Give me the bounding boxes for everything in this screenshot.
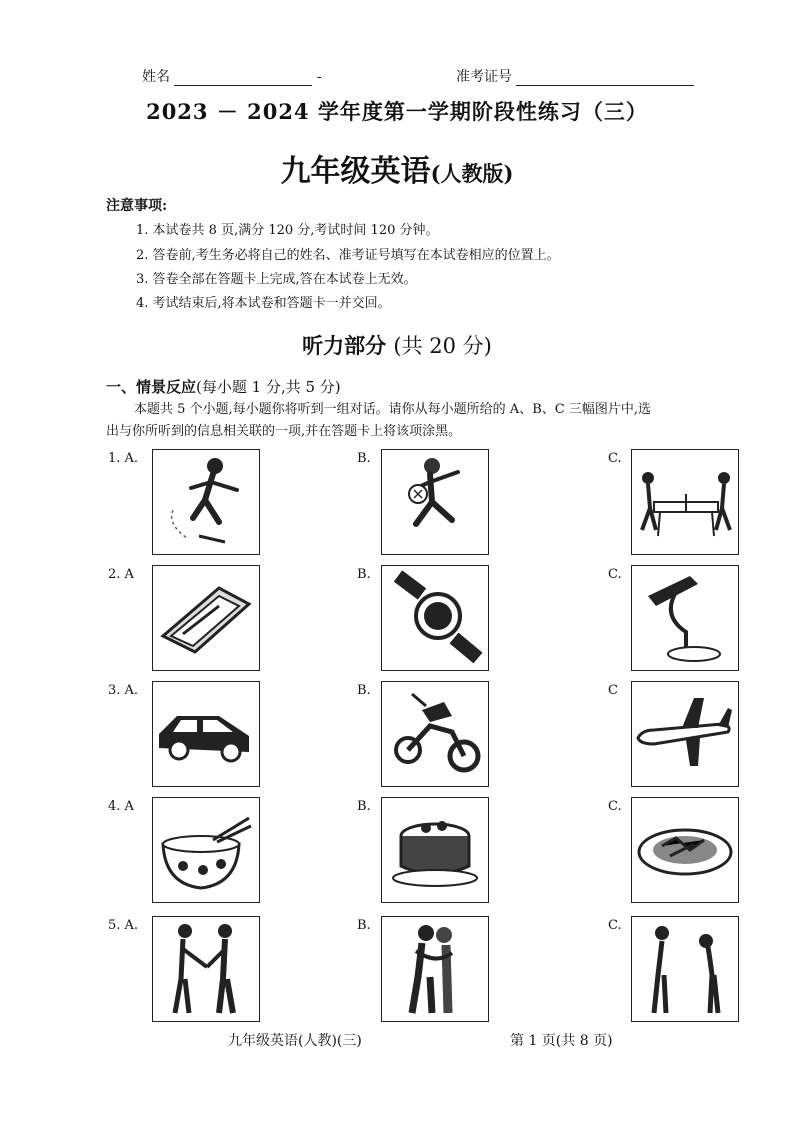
name-field (142, 66, 322, 86)
section-title: 听力部分 (302, 333, 387, 358)
option-picture (381, 916, 489, 1022)
exam-id-underline (516, 71, 694, 86)
q4-label-a: 4. A (108, 799, 134, 814)
skateboarding-boy-icon (153, 450, 259, 554)
hug-icon (382, 917, 488, 1021)
part1-instruction-line1: 本题共 5 个小题,每小题你将听到一组对话。请你从每小题所给的 A、B、C 三幅图片中,选 (134, 402, 651, 417)
note-item: 2. 答卷前,考生务必将自己的姓名、准考证号填写在本试卷相应的位置上。 (136, 248, 560, 263)
desk-lamp-icon (632, 566, 738, 670)
note-item: 1. 本试卷共 8 页,满分 120 分,考试时间 120 分钟。 (136, 223, 439, 238)
part1-title: 一、情景反应 (106, 378, 197, 396)
q3-label-a: 3. A. (108, 683, 139, 698)
option-picture (631, 565, 739, 671)
subject-edition: (人教版) (430, 161, 514, 186)
pencil-case-icon (153, 566, 259, 670)
q4-label-b: B. (357, 799, 371, 814)
q5-label-a: 5. A. (108, 918, 139, 933)
option-picture (381, 565, 489, 671)
option-picture (631, 916, 739, 1022)
q5-label-c: C. (608, 918, 622, 933)
bow-icon (632, 917, 738, 1021)
subject-title (0, 146, 794, 190)
option-picture (631, 797, 739, 903)
q3-label-c: C (608, 683, 618, 698)
subject-main: 九年级英语 (280, 154, 431, 189)
page-number: 第 1 页(共 8 页) (510, 1033, 613, 1049)
name-label: 姓名 (142, 69, 170, 85)
notes-heading: 注意事项: (106, 198, 168, 214)
listening-section-title (0, 330, 794, 360)
q1-label-c: C. (608, 451, 622, 466)
option-picture (381, 449, 489, 555)
salad-plate-icon (632, 798, 738, 902)
wrist-watch-icon (382, 566, 488, 670)
soccer-kick-boy-icon (382, 450, 488, 554)
q5-label-b: B. (357, 918, 371, 933)
option-picture (381, 681, 489, 787)
q1-label-a: 1. A. (108, 451, 139, 466)
part1-points: (每小题 1 分,共 5 分) (196, 378, 341, 396)
option-picture (631, 449, 739, 555)
option-picture (152, 565, 260, 671)
car-icon (153, 682, 259, 786)
table-tennis-icon (632, 450, 738, 554)
airplane-icon (632, 682, 738, 786)
option-picture (381, 797, 489, 903)
section-points: (共 20 分) (393, 334, 492, 358)
note-item: 4. 考试结束后,将本试卷和答题卡一并交回。 (136, 296, 391, 311)
name-trail: - (316, 69, 322, 85)
name-underline (174, 71, 312, 86)
option-picture (152, 916, 260, 1022)
part1-instruction-line2: 出与你所听到的信息相关联的一项,并在答题卡上将该项涂黑。 (106, 424, 462, 439)
part1-heading (106, 376, 341, 397)
q3-label-b: B. (357, 683, 371, 698)
cake-icon (382, 798, 488, 902)
option-picture (152, 449, 260, 555)
note-item: 3. 答卷全部在答题卡上完成,答在本试卷上无效。 (136, 272, 417, 287)
q2-label-c: C. (608, 567, 622, 582)
q2-label-b: B. (357, 567, 371, 582)
noodle-bowl-icon (153, 798, 259, 902)
option-picture (152, 681, 260, 787)
exam-title: 2023 － 2024 学年度第一学期阶段性练习（三） (146, 99, 648, 124)
option-picture (631, 681, 739, 787)
exam-id-label: 准考证号 (456, 69, 512, 85)
q1-label-b: B. (357, 451, 371, 466)
q2-label-a: 2. A (108, 567, 134, 582)
option-picture (152, 797, 260, 903)
footer-subject: 九年级英语(人教)(三) (228, 1033, 362, 1049)
exam-id-field (456, 66, 694, 86)
q4-label-c: C. (608, 799, 622, 814)
motorcycle-icon (382, 682, 488, 786)
handshake-icon (153, 917, 259, 1021)
